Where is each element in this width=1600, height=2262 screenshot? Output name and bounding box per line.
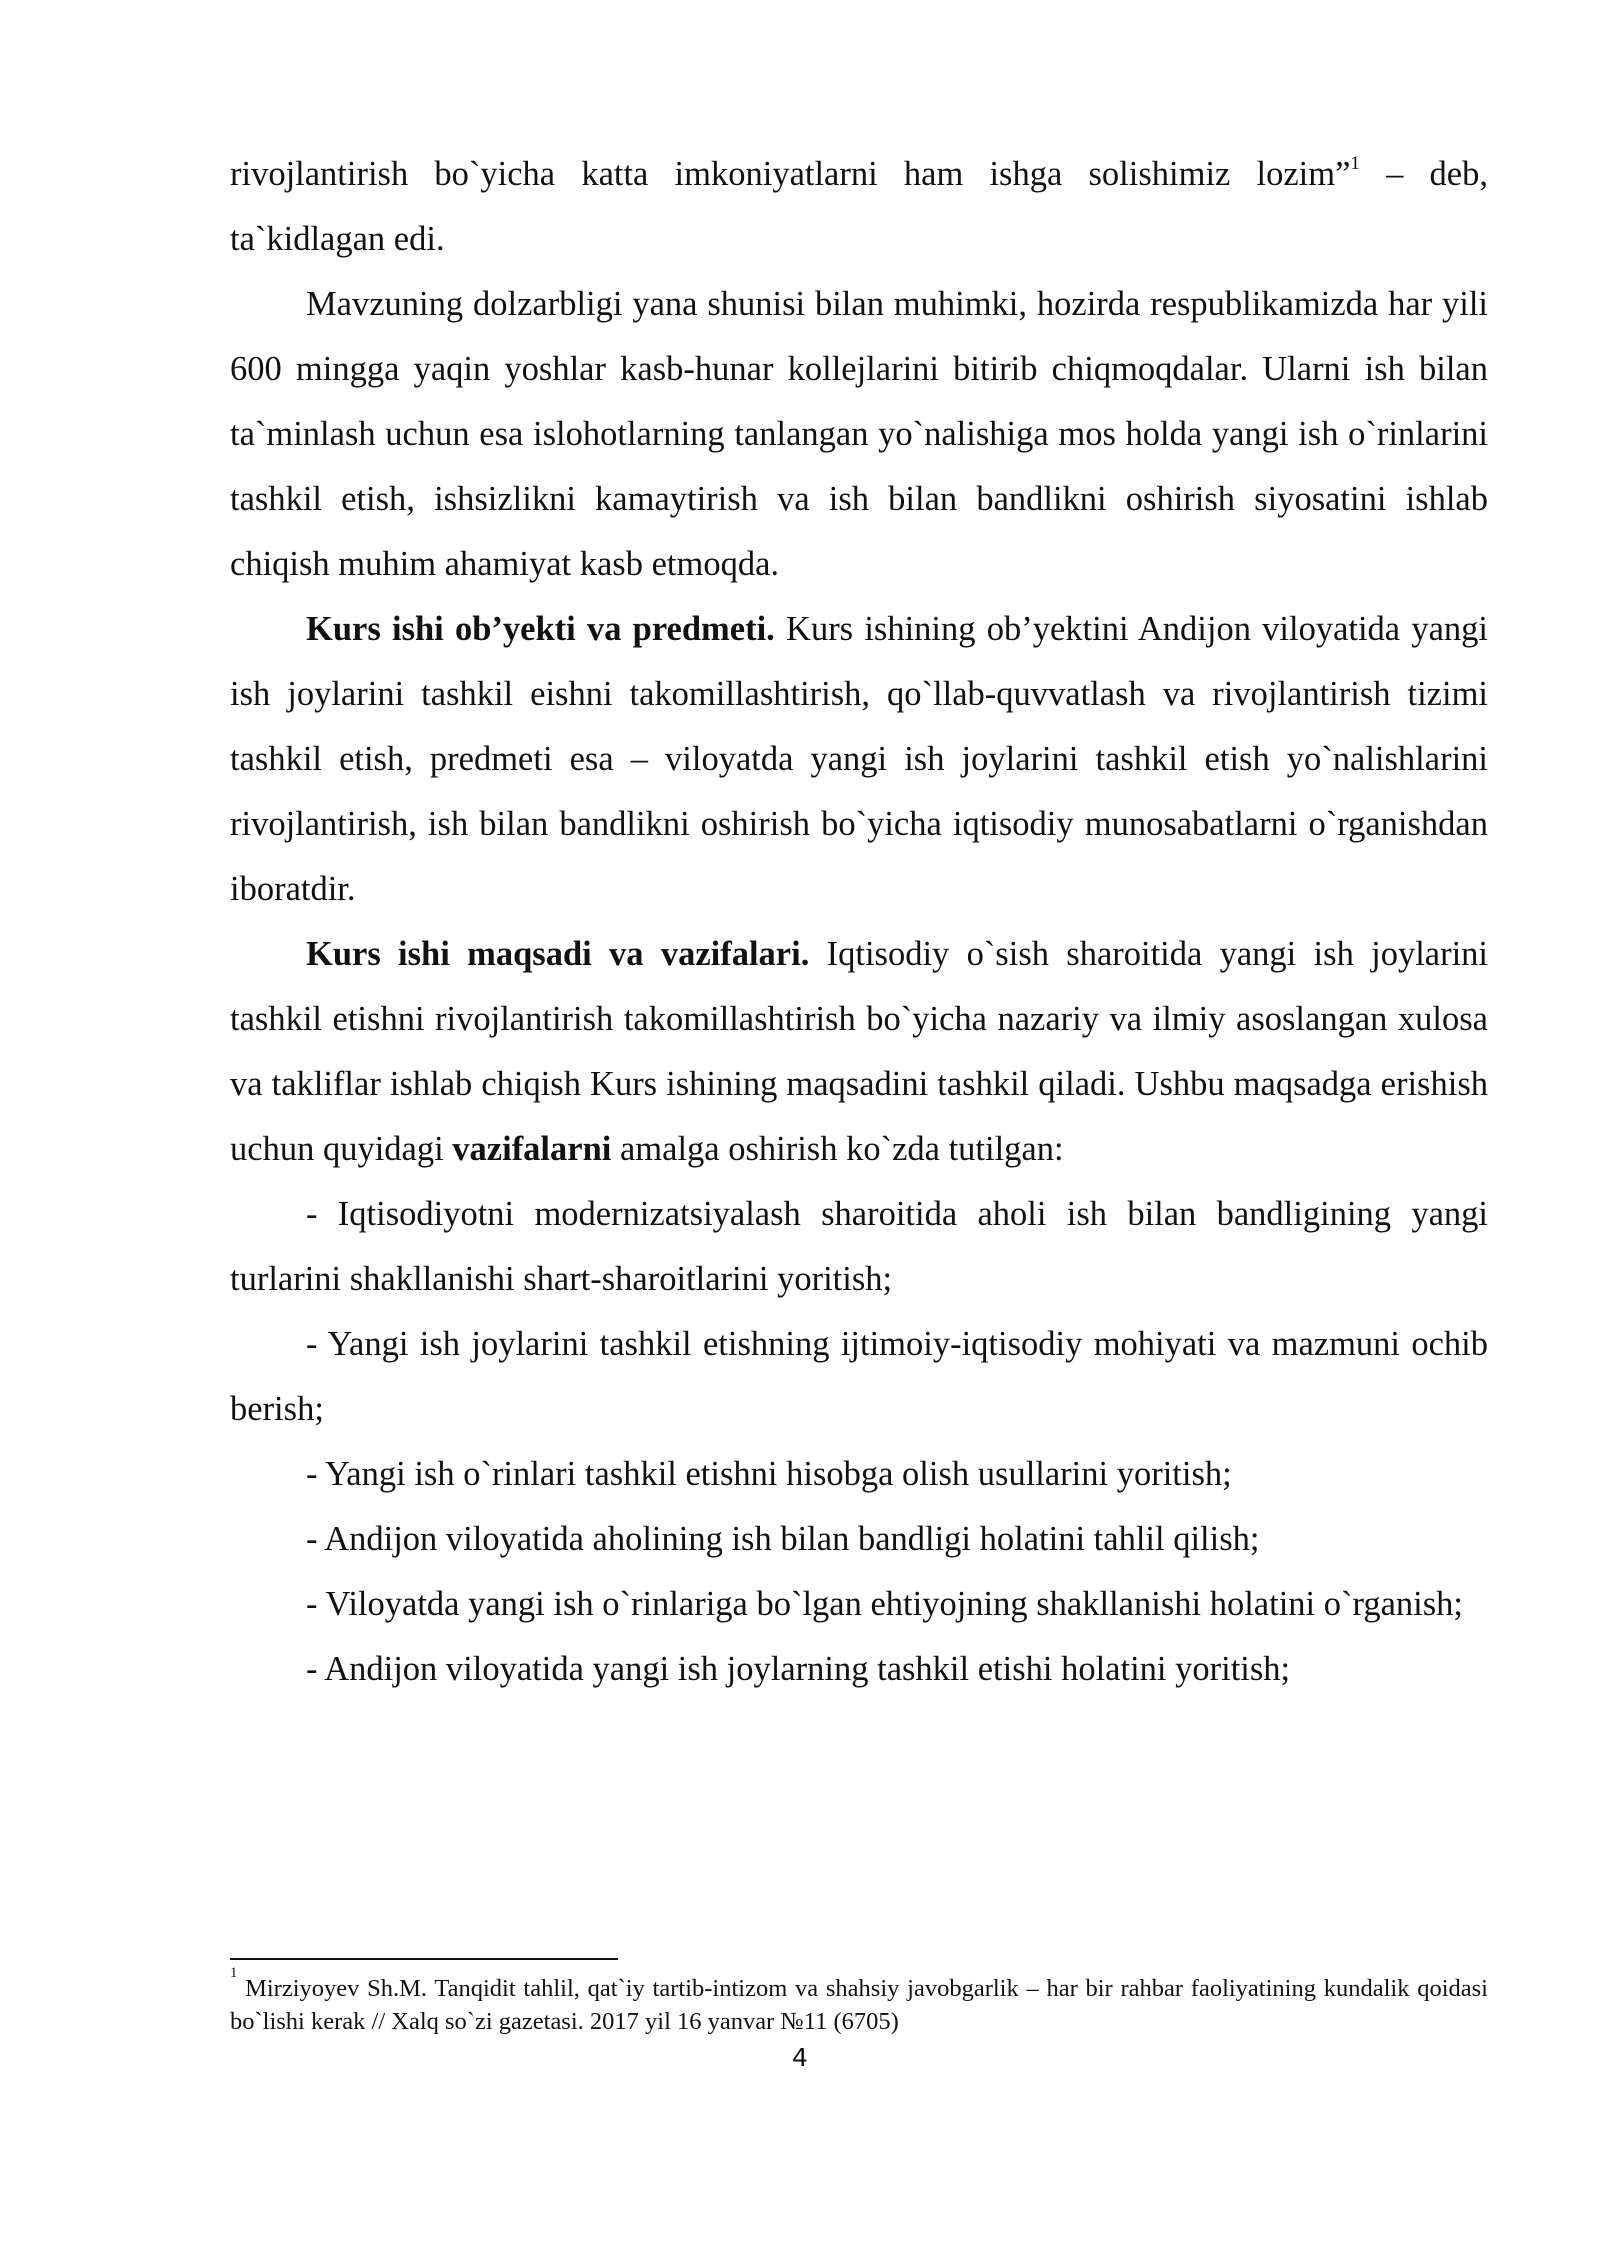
footnote [230, 1964, 1488, 2038]
paragraph-goals-tasks [230, 922, 1488, 1182]
paragraph-object-subject [230, 597, 1488, 922]
paragraph-relevance: Mavzuning dolzarbligi yana shunisi bilan muhimki, hozirda respublikamizda har yili 600 mingga yaqin yoshlar kasb-hunar kollejlarini bitirib chiqmoqdalar. Ularni ish bilan ta`minlash uchun esa islohotlarning tanlangan yo`nalishiga mos holda yangi ish o`rinlarini tashkil etish, ishsizlikni kamaytirish va ish bilan bandlikni oshirish siyosatini ishlab chiqish muhim ahamiyat kasb etmoqda. [230, 285, 1488, 583]
list-item: - Yangi ish o`rinlari tashkil etishni hisobga olish usullarini yoritish; [306, 1455, 1232, 1493]
footnote-reference[interactable]: 1 [1350, 152, 1360, 174]
list-item: - Andijon viloyatida yangi ish joylarning tashkil etishi holatini yoritish; [306, 1650, 1291, 1688]
footnote-marker: 1 [230, 1964, 238, 1981]
paragraph-text: rivojlantirish bo`yicha katta imkoniyatlarni ham ishga solishimiz lozim” [230, 155, 1351, 193]
list-item: - Andijon viloyatida aholining ish bilan bandligi holatini tahlil qilish; [306, 1520, 1260, 1558]
footnote-body: Mirziyoyev Sh.M. Tanqidit tahlil, qat`iy tartib-intizom va shahsiy javobgarlik – har bir rahbar faoliyatining kundalik qoidasi bo`lishi kerak // Xalq so`zi gazetasi. 2017 yil 16 yanvar №11 (6705) [230, 1975, 1488, 2035]
paragraph-text: amalga oshirish ko`zda tutilgan: [611, 1130, 1064, 1168]
paragraph-text: – deb, ta`kidlagan edi. [230, 155, 1488, 258]
paragraph-text: Kurs ishining ob’yektini Andijon viloyatida yangi ish joylarini tashkil eishni takomillashtirish, qo`llab-quvvatlash va rivojlantirish tizimi tashkil etish, predmeti esa – viloyatda yangi ish joylarini tashkil etish yo`nalishlarini rivojlantirish, ish bilan bandlikni oshirish bo`yicha iqtisodiy munosabatlarni o`rganishdan iboratdir. [230, 610, 1488, 908]
list-item: - Viloyatda yangi ish o`rinlariga bo`lgan ehtiyojning shakllanishi holatini o`rganish; [306, 1585, 1463, 1623]
page-number: 4 [792, 2043, 808, 2072]
section-heading-object: Kurs ishi ob’yekti va predmeti. [306, 610, 775, 648]
body-text [230, 142, 1488, 1702]
paragraph-continuation [230, 142, 1488, 272]
footnote-text [230, 1964, 1488, 2038]
bold-term: vazifalarni [452, 1130, 612, 1168]
list-item: - Yangi ish joylarini tashkil etishning ijtimoiy-iqtisodiy mohiyati va mazmuni ochib berish; [230, 1325, 1488, 1428]
paragraph-text: Iqtisodiy o`sish sharoitida yangi ish joylarini tashkil etishni rivojlantirish takomillashtirish bo`yicha nazariy va ilmiy asoslangan xulosa va takliflar ishlab chiqish Kurs ishining maqsadini tashkil qiladi. Ushbu maqsadga erishish uchun quyidagi [230, 935, 1488, 1168]
footnote-separator [230, 1958, 618, 1960]
section-heading-goals: Kurs ishi maqsadi va vazifalari. [306, 935, 810, 973]
list-item: - Iqtisodiyotni modernizatsiyalash sharoitida aholi ish bilan bandligining yangi turlarini shakllanishi shart-sharoitlarini yoritish; [230, 1195, 1488, 1298]
